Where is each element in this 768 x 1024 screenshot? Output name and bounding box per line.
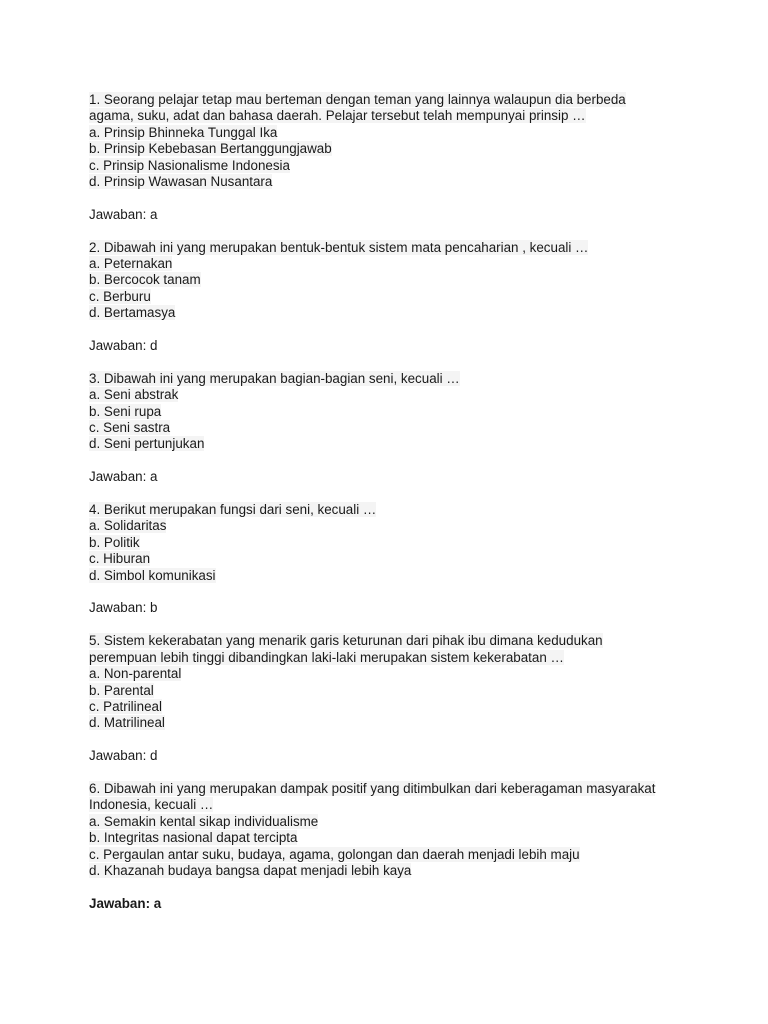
- document-page: [89, 92, 729, 929]
- answer-option: b. Prinsip Kebebasan Bertanggungjawab: [89, 141, 332, 157]
- answer-option: a. Semakin kental sikap individualisme: [89, 813, 319, 829]
- answer-option: c. Seni sastra: [89, 420, 171, 436]
- answer-option: d. Matrilineal: [89, 715, 165, 731]
- answer-option: a. Non-parental: [89, 666, 182, 682]
- answer-option: c. Pergaulan antar suku, budaya, agama, golongan dan daerah menjadi lebih maju: [89, 846, 580, 862]
- answer-option: c. Patrilineal: [89, 698, 162, 714]
- answer-option: d. Bertamasya: [89, 305, 176, 321]
- answer-option: a. Seni abstrak: [89, 387, 179, 403]
- answer-option: b. Seni rupa: [89, 403, 162, 419]
- answer-option: a. Solidaritas: [89, 518, 167, 534]
- answer-option: a. Peternakan: [89, 256, 173, 272]
- question-text-line: 2. Dibawah ini yang merupakan bentuk-bentuk sistem mata pencaharian , kecuali …: [89, 239, 589, 255]
- answer-key: Jawaban: a: [89, 469, 158, 485]
- question-2: [89, 240, 729, 355]
- answer-option: c. Prinsip Nasionalisme Indonesia: [89, 157, 290, 173]
- question-5: [89, 633, 729, 764]
- question-text-line: Indonesia, kecuali …: [89, 797, 214, 813]
- question-3: [89, 371, 729, 486]
- question-6: [89, 781, 729, 912]
- answer-option: d. Seni pertunjukan: [89, 436, 205, 452]
- answer-key: Jawaban: b: [89, 600, 158, 616]
- question-text-line: perempuan lebih tinggi dibandingkan laki-laki merupakan sistem kekerabatan …: [89, 649, 564, 665]
- answer-option: d. Prinsip Wawasan Nusantara: [89, 174, 273, 190]
- answer-option: c. Berburu: [89, 288, 151, 304]
- answer-option: a. Prinsip Bhinneka Tunggal Ika: [89, 124, 278, 140]
- answer-key: Jawaban: a: [89, 895, 162, 911]
- answer-option: c. Hiburan: [89, 551, 151, 567]
- answer-option: b. Bercocok tanam: [89, 272, 201, 288]
- question-4: [89, 502, 729, 617]
- answer-option: d. Simbol komunikasi: [89, 567, 216, 583]
- question-text-line: 4. Berikut merupakan fungsi dari seni, kecuali …: [89, 502, 377, 518]
- question-text-line: 5. Sistem kekerabatan yang menarik garis keturunan dari pihak ibu dimana kedudukan: [89, 633, 603, 649]
- answer-key: Jawaban: d: [89, 748, 158, 764]
- answer-option: b. Parental: [89, 682, 154, 698]
- question-text-line: 3. Dibawah ini yang merupakan bagian-bagian seni, kecuali …: [89, 370, 460, 386]
- answer-option: b. Politik: [89, 534, 140, 550]
- question-text-line: 1. Seorang pelajar tetap mau berteman dengan teman yang lainnya walaupun dia berbeda: [89, 92, 626, 107]
- question-text-line: agama, suku, adat dan bahasa daerah. Pelajar tersebut telah mempunyai prinsip …: [89, 108, 586, 124]
- answer-option: d. Khazanah budaya bangsa dapat menjadi lebih kaya: [89, 862, 412, 878]
- question-1: [89, 92, 729, 223]
- answer-key: Jawaban: a: [89, 206, 158, 222]
- answer-option: b. Integritas nasional dapat tercipta: [89, 830, 298, 846]
- question-text-line: 6. Dibawah ini yang merupakan dampak positif yang ditimbulkan dari keberagaman masyarakat: [89, 780, 656, 796]
- answer-key: Jawaban: d: [89, 338, 158, 354]
